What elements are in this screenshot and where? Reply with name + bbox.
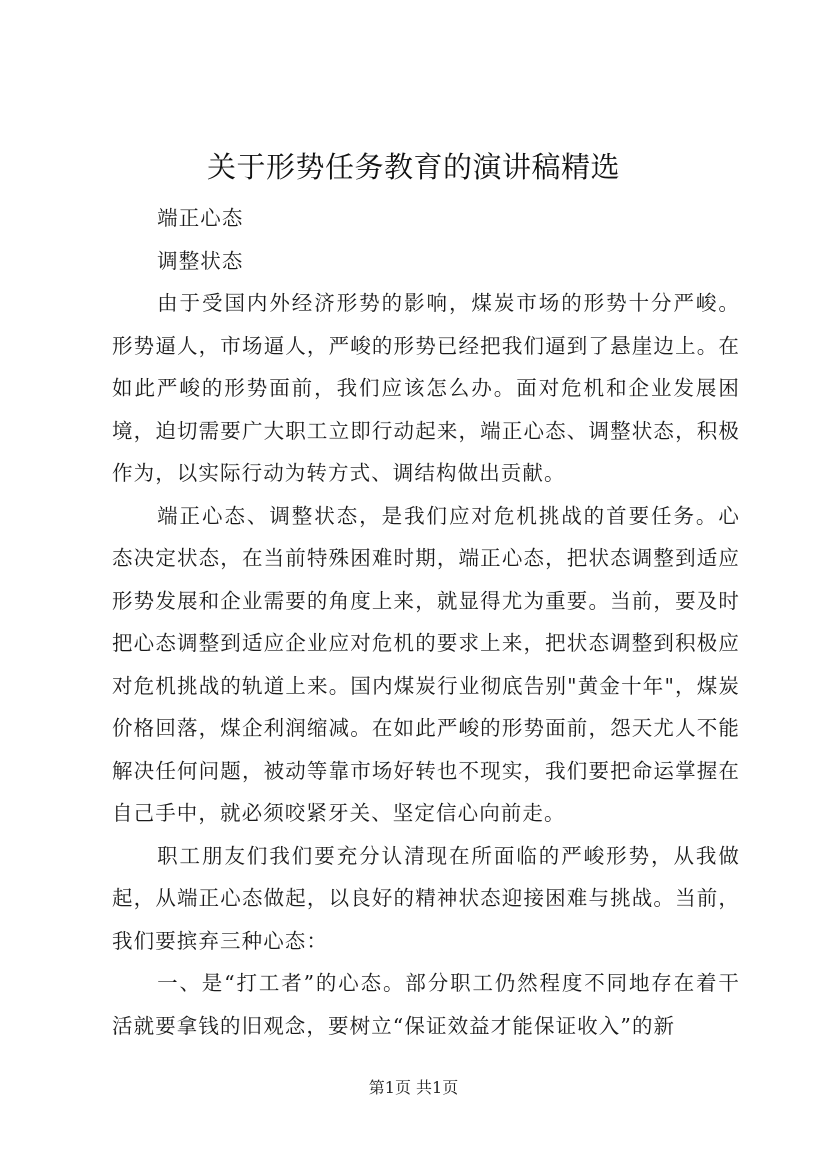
body-paragraph-3: 职工朋友们我们要充分认清现在所面临的严峻形势，从我做起，从端正心态做起，以良好的精神状态迎接困难与挑战。当前，我们要摈弃三种心态： [112, 843, 740, 953]
body-paragraph-2: 端正心态、调整状态，是我们应对危机挑战的首要任务。心态决定状态，在当前特殊困难时期，端正心态，把状态调整到适应形势发展和企业需要的角度上来，就显得尤为重要。当前，要及时把心态调整到适应企业应对危机的要求上来，把状态调整到积极应对危机挑战的轨道上来。国内煤炭行业彻底告别"黄金十年"，煤炭价格回落，煤企利润缩减。在如此严峻的形势面前，怨天尤人不能解决任何问题，被动等靠市场好转也不现实，我们要把命运掌握在自己手中，就必须咬紧牙关、坚定信心向前走。 [112, 503, 740, 825]
heading-line-1: 端正心态 [157, 206, 244, 230]
document-title: 关于形势任务教育的演讲稿精选 [206, 150, 620, 184]
page-number-footer: 第1页 共1页 [368, 1078, 459, 1097]
heading-line-2: 调整状态 [157, 248, 244, 273]
document-body [112, 197, 740, 1047]
body-paragraph-1: 由于受国内外经济形势的影响，煤炭市场的形势十分严峻。形势逼人，市场逼人，严峻的形势已经把我们逼到了悬崖边上。在如此严峻的形势面前，我们应该怎么办。面对危机和企业发展困境，迫切需要广大职工立即行动起来，端正心态、调整状态，积极作为，以实际行动为转方式、调结构做出贡献。 [112, 291, 740, 485]
body-paragraph-4: 一、是“打工者”的心态。部分职工仍然程度不同地存在着干活就要拿钱的旧观念，要树立“保证效益才能保证收入”的新 [112, 971, 740, 1038]
